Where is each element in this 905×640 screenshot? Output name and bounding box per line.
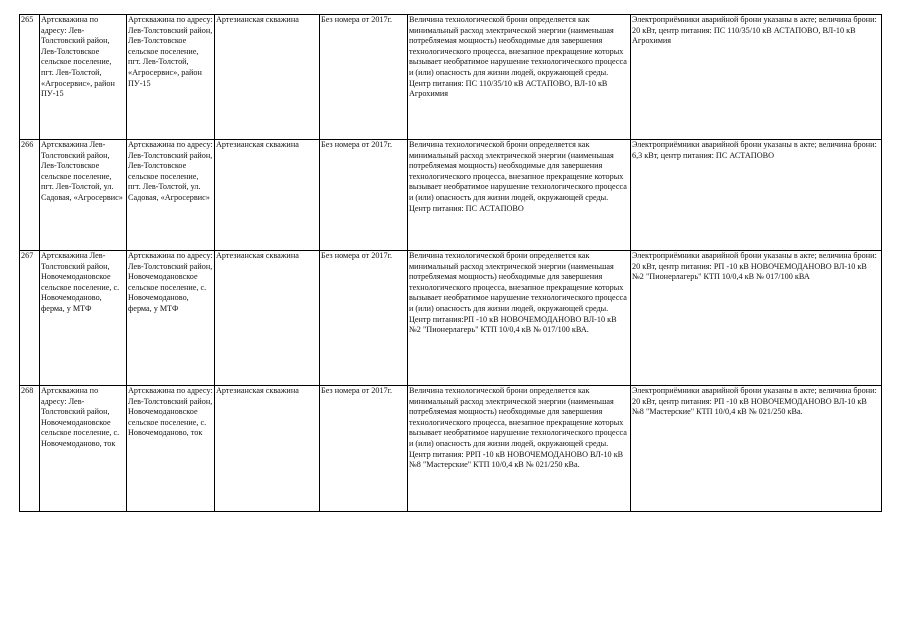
reservation-table [19, 14, 882, 512]
table-row [20, 15, 882, 140]
act-reference: Без номера от 2017г. [320, 15, 408, 140]
reservation-description: Величина технологической брони определяется как минимальный расход электрической энергии (наименьшая потребляемая мощность) необходимые для завершения технологического процесса, внезапное прекращение которых вызывает необратимое нарушение технологического процесса и (или) опасность для жизни людей, окружающей среды. Центр питания:РП -10 кВ НОВОЧЕМОДАНОВО ВЛ-10 кВ №2 "Пионерлагерь" КТП 10/0,4 кВ № 017/100 кВА. [408, 251, 631, 386]
reservation-description: Величина технологической брони определяется как минимальный расход электрической энергии (наименьшая потребляемая мощность) необходимые для завершения технологического процесса, внезапное прекращение которых вызывает необратимое нарушение технологического процесса и (или) опасность для жизни людей, окружающей среды. Центр питания: РРП -10 кВ НОВОЧЕМОДАНОВО ВЛ-10 кВ №8 "Мастерские" КТП 10/0,4 кВ № 021/250 кВа. [408, 386, 631, 512]
act-reference: Без номера от 2017г. [320, 386, 408, 512]
object-location: Артскважина по адресу: Лев-Толстовский район, Лев-Толстовское сельское поселение, пгт. Лев-Толстой, «Агросервис», район ПУ-15 [40, 15, 127, 140]
object-type: Артезианская скважина [215, 15, 320, 140]
object-type: Артезианская скважина [215, 140, 320, 251]
reservation-note: Электроприёмники аварийной брони указаны в акте; величина брони: 20 кВт, центр питания: ПС 110/35/10 кВ АСТАПОВО, ВЛ-10 кВ Агрохимия [631, 15, 882, 140]
table-row [20, 251, 882, 386]
act-reference: Без номера от 2017г. [320, 140, 408, 251]
reservation-note: Электроприёмники аварийной брони указаны в акте; величина брони: 20 кВт, центр питания: РП -10 кВ НОВОЧЕМОДАНОВО ВЛ-10 кВ №2 "Пионерлагерь" КТП 10/0,4 кВ № 017/100 кВА [631, 251, 882, 386]
reservation-note: Электроприёмники аварийной брони указаны в акте; величина брони: 6,3 кВт, центр питания: ПС АСТАПОВО [631, 140, 882, 251]
object-type: Артезианская скважина [215, 386, 320, 512]
row-number: 267 [20, 251, 40, 386]
object-address: Артскважина по адресу: Лев-Толстовский район, Лев-Толстовское сельское поселение, пгт. Лев-Толстой, ул. Садовая, «Агросервис» [127, 140, 215, 251]
object-type: Артезианская скважина [215, 251, 320, 386]
row-number: 268 [20, 386, 40, 512]
reservation-note: Электроприёмники аварийной брони указаны в акте; величина брони: 20 кВт, центр питания: РП -10 кВ НОВОЧЕМОДАНОВО ВЛ-10 кВ №8 "Мастерские" КТП 10/0,4 кВ № 021/250 кВа. [631, 386, 882, 512]
row-number: 265 [20, 15, 40, 140]
object-address: Артскважина по адресу: Лев-Толстовский район, Новочемодановское сельское поселение, с. Новочемоданово, ферма, у МТФ [127, 251, 215, 386]
object-location: Артскважина Лев-Толстовский район, Лев-Толстовское сельское поселение, пгт. Лев-Толстой, ул. Садовая, «Агросервис» [40, 140, 127, 251]
reservation-description: Величина технологической брони определяется как минимальный расход электрической энергии (наименьшая потребляемая мощность) необходимые для завершения технологического процесса, внезапное прекращение которых вызывает необратимое нарушение технологического процесса и (или) опасность для жизни людей, окружающей среды. Центр питания: ПС 110/35/10 кВ АСТАПОВО, ВЛ-10 кВ Агрохимия [408, 15, 631, 140]
reservation-description: Величина технологической брони определяется как минимальный расход электрической энергии (наименьшая потребляемая мощность) необходимые для завершения технологического процесса, внезапное прекращение которых вызывает необратимое нарушение технологического процесса и (или) опасность для жизни людей, окружающей среды. Центр питания: ПС АСТАПОВО [408, 140, 631, 251]
object-location: Артскважина по адресу: Лев-Толстовский район, Новочемодановское сельское поселение, с. Новочемоданово, ток [40, 386, 127, 512]
object-address: Артскважина по адресу: Лев-Толстовский район, Лев-Толстовское сельское поселение, пгт. Лев-Толстой, «Агросервис», район ПУ-15 [127, 15, 215, 140]
object-location: Артскважина Лев-Толстовский район, Новочемодановское сельское поселение, с. Новочемоданово, ферма, у МТФ [40, 251, 127, 386]
table-row [20, 386, 882, 512]
object-address: Артскважина по адресу: Лев-Толстовский район, Новочемодановское сельское поселение, с. Новочемоданово, ток [127, 386, 215, 512]
act-reference: Без номера от 2017г. [320, 251, 408, 386]
table-row [20, 140, 882, 251]
row-number: 266 [20, 140, 40, 251]
